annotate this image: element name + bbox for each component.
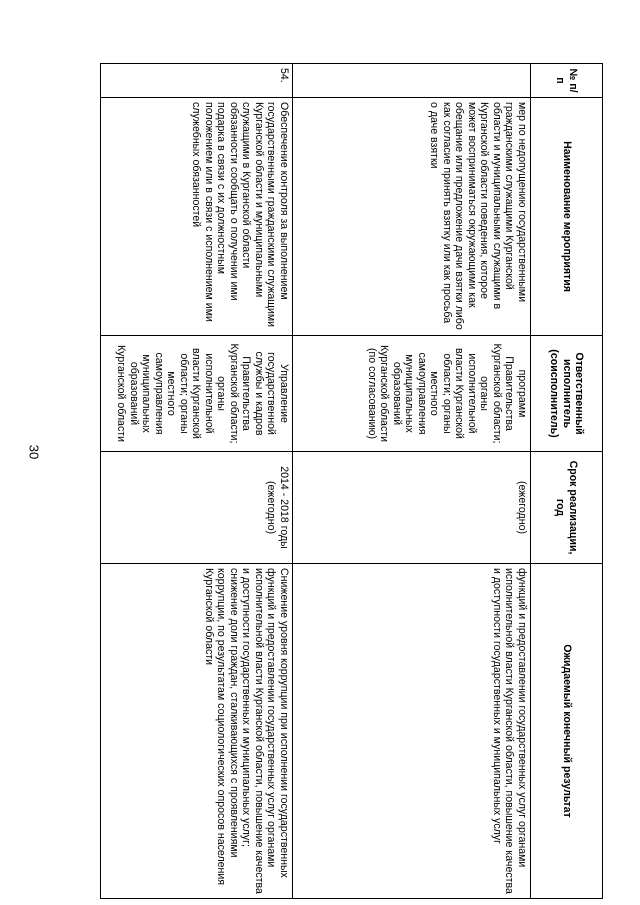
cell-term: 2014 - 2018 годы (ежегодно) — [101, 452, 293, 564]
cell-name: мер по недопущению государственными гражданскими служащими Курганской области и муниципальными служащими в Курганской области поведения, которое может восприниматься окружающими как обещание или предложение дачи взятки либо как согласие принять взятку или как просьба о даче взятки — [293, 98, 531, 336]
cell-result: функций и предоставлении государственных услуг органами исполнительной власти Курганской области, повышение качества и доступности государственных и муниципальных услуг — [293, 564, 531, 899]
cell-name: Обеспечение контроля за выполнением государственными гражданскими служащими Курганской области и муниципальными служащими в Курганской области обязанности сообщать о получении ими подарка в связи с их должностным положением или в связи с исполнением ими служебных обязанностей — [101, 98, 293, 336]
cell-num: 54. — [101, 64, 293, 98]
header-num: № п/п — [531, 64, 603, 98]
rotated-table-container — [100, 63, 603, 898]
page-number: 30 — [26, 444, 42, 460]
table-row — [101, 64, 293, 899]
header-executor: Ответственный исполнитель (соисполнитель) — [531, 336, 603, 452]
table-header-row — [531, 64, 603, 899]
cell-executor: программ Правительства Курганской области; органы исполнительной власти Курганской области; органы местного самоуправления муниципальных образований Курганской области (по согласованию) — [293, 336, 531, 452]
cell-result: Снижение уровня коррупции при исполнении государственных функций и предоставлении государственных услуг органами исполнительной власти Курганской области, повышение качества и доступности государственных и муниципальных услуг; снижение доли граждан, сталкивающихся с проявлениями коррупции, по результатам социологических опросов населения Курганской области — [101, 564, 293, 899]
header-result: Ожидаемый конечный результат — [531, 564, 603, 899]
measures-table — [100, 63, 603, 899]
cell-term: (ежегодно) — [293, 452, 531, 564]
header-term: Срок реализации, год — [531, 452, 603, 564]
cell-num — [293, 64, 531, 98]
table-row — [293, 64, 531, 899]
cell-executor: Управление государственной службы и кадров Правительства Курганской области; органы исполнительной власти Курганской области; органы местного самоуправления муниципальных образований Курганской области — [101, 336, 293, 452]
header-name: Наименование мероприятия — [531, 98, 603, 336]
